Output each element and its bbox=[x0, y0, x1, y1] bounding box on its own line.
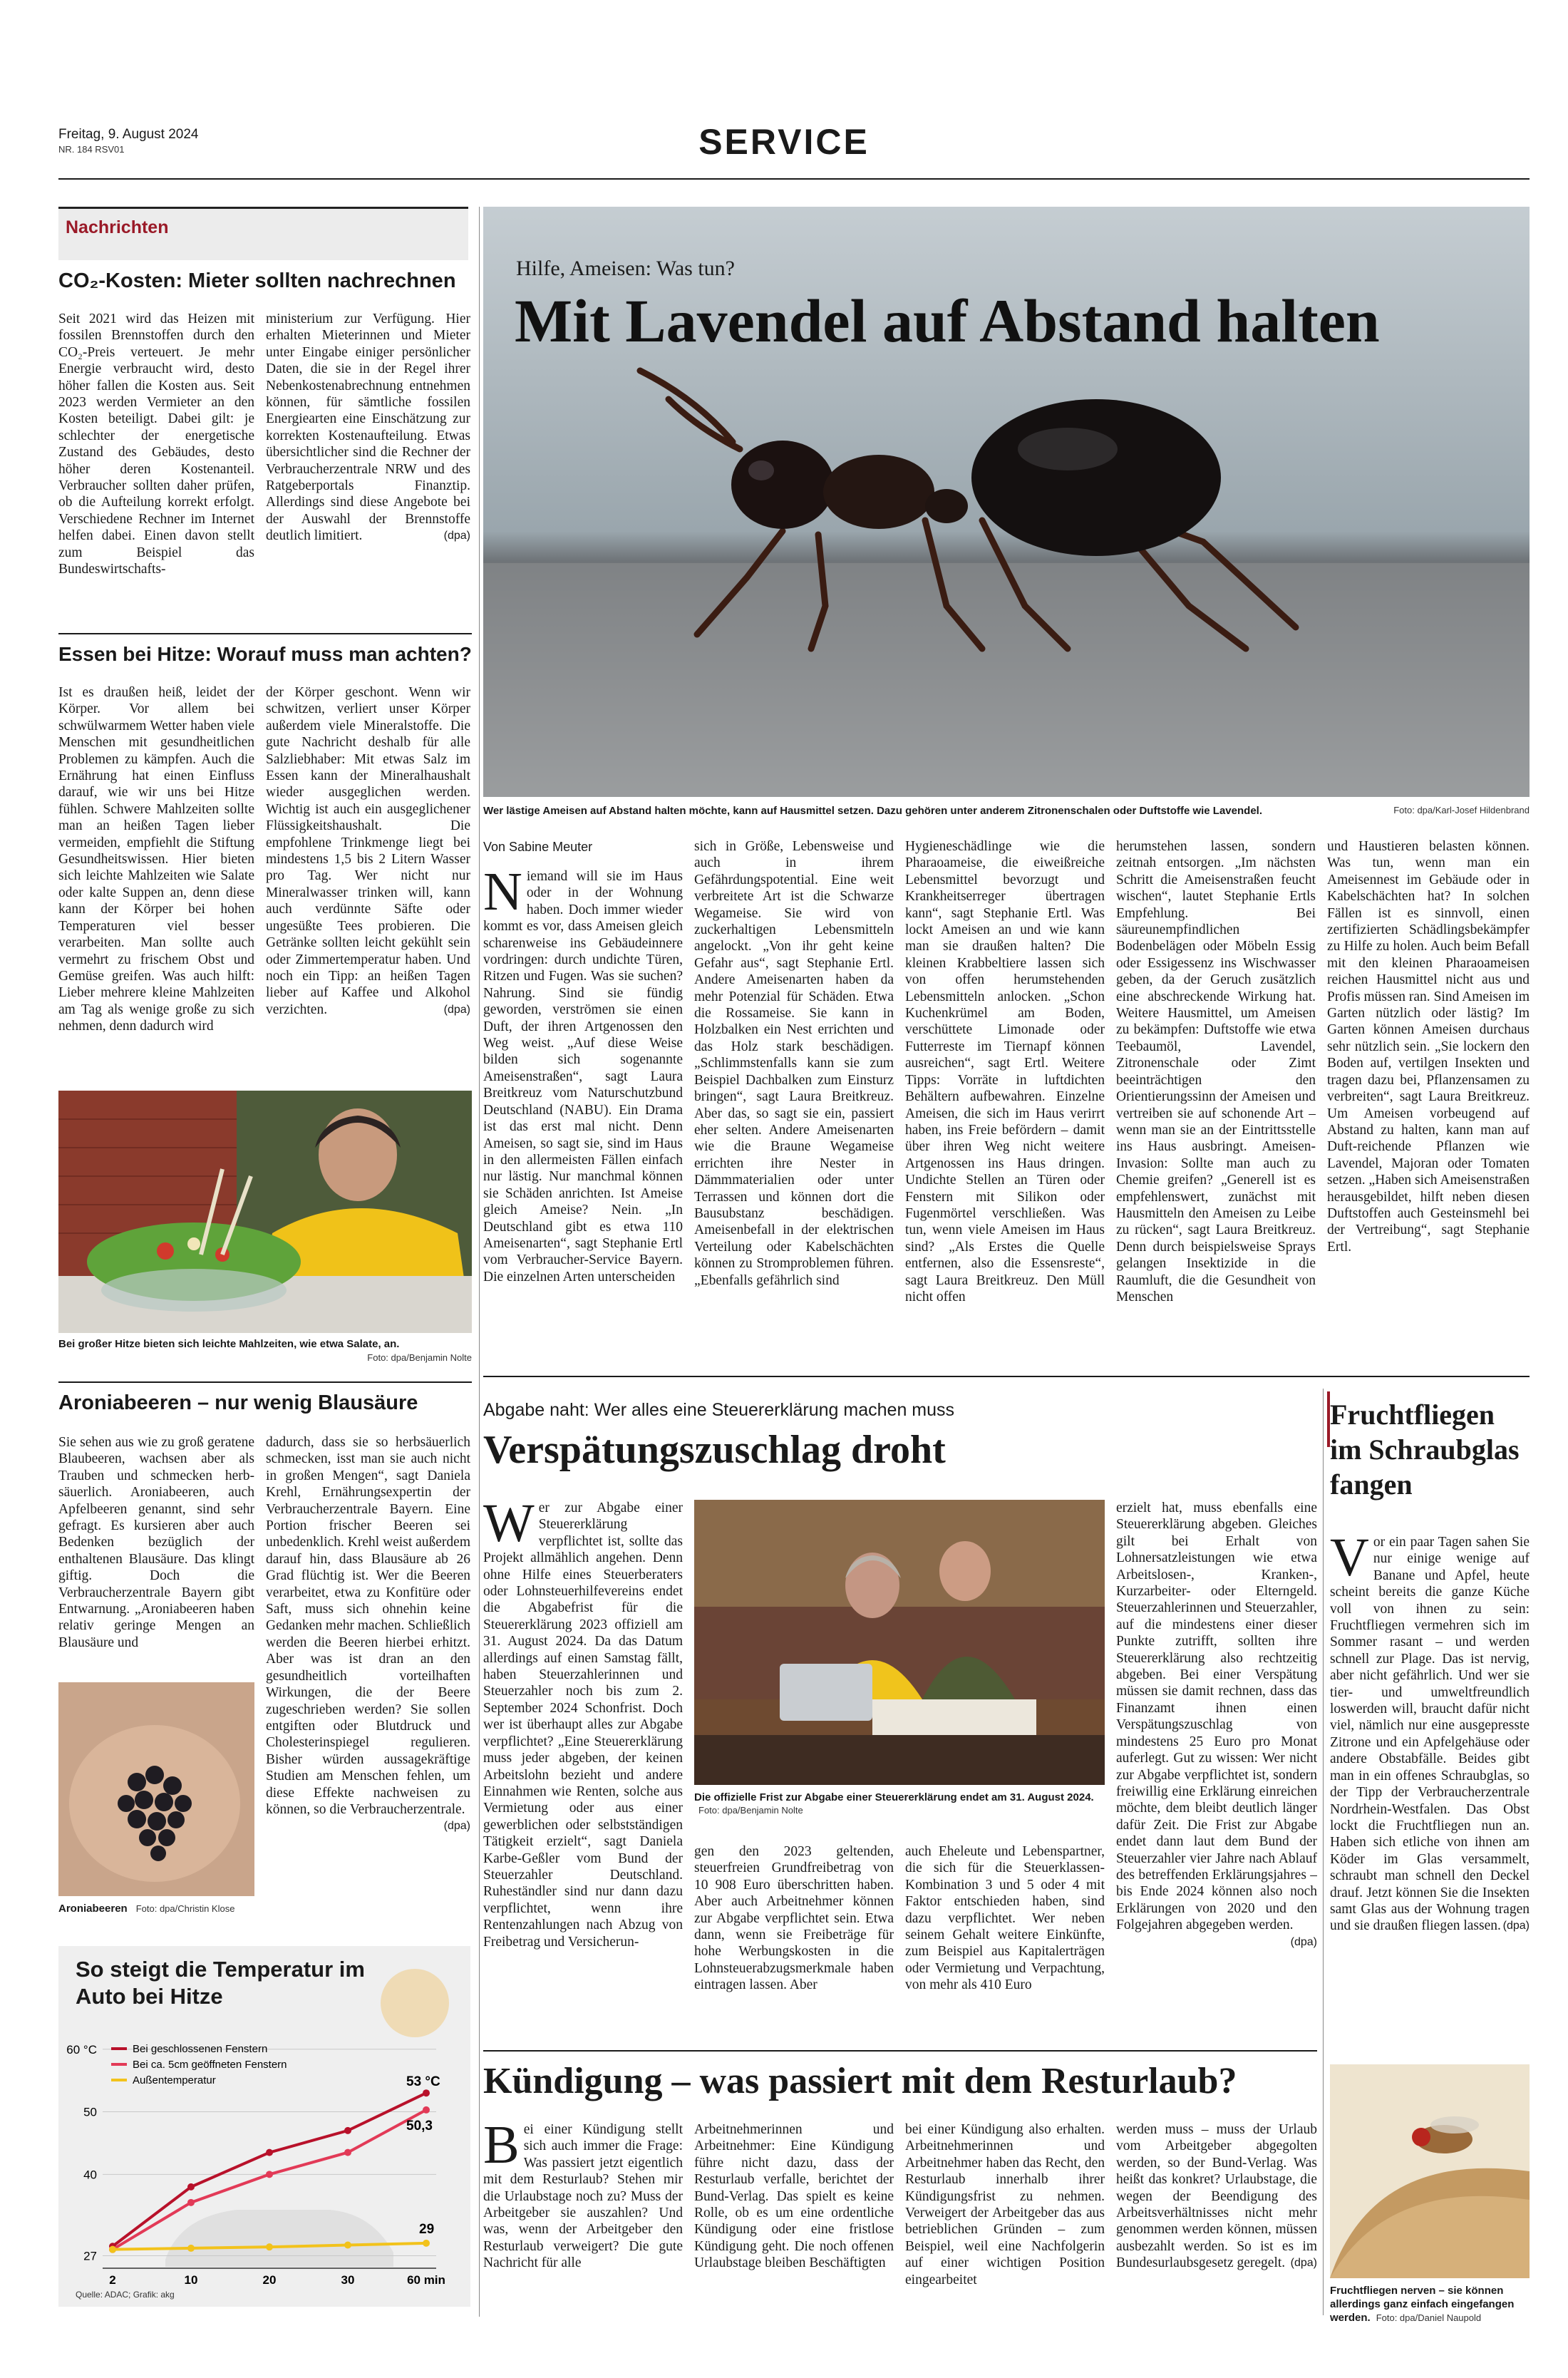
vacation-col1 bbox=[483, 2121, 683, 2307]
column-divider-left bbox=[479, 207, 480, 2317]
co2-col2-text: ministerium zur Verfügung. Hier erhalten Mieterinnen und Mieter unter Eingabe einiger persönlicher Daten, die sie in der Regel ihrer Nebenkostenabrechnung entnehmen können, für sämtliche fossilen Energiearten eine Einschätzung zur korrekten Kostenaufteilung. Etwas übersichtlicher sind die Rechner der Verbraucherzentrale NRW und des Ratgeberportals Finanztip. Allerdings sind diese Angebote bei der Auswahl der Brennstoffe deutlich limitiert. bbox=[266, 312, 470, 544]
tax-caption: Die offizielle Frist zur Abgabe einer Steuererklärung endet am 31. August 2024. bbox=[694, 1791, 1094, 1803]
aronia-col1: Sie sehen aus wie zu groß geratene Blaubeeren, wachsen aber als Trauben und schmecken herb-säuerlich. Aroniabeeren, auch Apfelbeeren genannt, sind sehr gefragt. Es kursieren aber auch Bedenken bezüglich der enthaltenen Blausäure. Das klingt giftig. Doch die Verbraucherzentrale Bayern gibt Entwarnung. „Aroniabeeren haben relativ geringe Mengen an Blausäure und bbox=[58, 1435, 254, 1650]
flies-dropcap: V bbox=[1330, 1534, 1369, 1587]
flies-caption: Fruchtfliegen nerven – sie können allerdings ganz einfach eingefangen werden. bbox=[1330, 2285, 1515, 2324]
data-point bbox=[187, 2199, 195, 2206]
tax-source: (dpa) bbox=[1290, 1935, 1317, 1948]
tax-col3: auch Eheleute und Lebenspartner, die sich für die Steuerklassen-Kombination 3 und 5 oder 4 mit Faktor entschieden haben, sind dazu verpflichtet. Wer neben seinem Gehalt weitere Einkünfte, zum Beispiel aus Kapitalerträgen oder Vermietung und Verpachtung, von mehr als 410 Euro bbox=[905, 1844, 1105, 1993]
legend-entry: Außentemperatur bbox=[133, 2074, 216, 2086]
x-tick-label: 10 bbox=[184, 2273, 198, 2287]
car-illustration bbox=[165, 2210, 393, 2267]
vacation-source: (dpa) bbox=[1290, 2257, 1317, 2270]
vacation-dropcap: B bbox=[483, 2121, 520, 2175]
legend-entry: Bei ca. 5cm geöffneten Fenstern bbox=[133, 2059, 287, 2071]
tax-image bbox=[694, 1500, 1105, 1785]
tax-dropcap: W bbox=[483, 1500, 535, 1553]
ant-photo bbox=[483, 207, 1530, 797]
flies-text bbox=[1330, 1534, 1530, 2054]
ant-col3: Hygieneschädlinge wie die Pharaoameise, die eiweißreiche Lebensmittel bevorzugt und Krankheitserreger übertragen kann“, sagt Stephanie Ertl. Was lockt Ameisen an und wie kann man sie draußen halten? Die kleinen Krabbeltiere lassen sich von offen herumstehenden Lebensmitteln anlocken. „Schon Kuchenkrümel am Boden, verschüttete Limonade oder Futterreste im Tiernapf können ausreichen“, sagt Ertl. Weitere Tipps: Vorräte in luftdichten Behältern aufbewahren. Einzelne Ameisen, die sich im Haus verirrt haben, ins Freie befördern – damit über ihren Weg nicht weitere Artgenossen ins Haus dringen. Undichte Stellen an Türen oder Fenstern mit Silikon oder Fugenmörtel verschließen. Was tun, wenn viele Ameisen im Haus sind? „Als Erstes die Quelle entfernen, also die Essensreste“, sagt Laura Breitkreuz. Den Müll nicht offen bbox=[905, 839, 1105, 1304]
tax-col4 bbox=[1116, 1500, 1317, 2042]
heat-source: (dpa) bbox=[443, 1003, 470, 1016]
ant-credit: Foto: dpa/Karl-Josef Hildenbrand bbox=[1393, 805, 1530, 815]
column-divider-right bbox=[1323, 1389, 1324, 2315]
data-point bbox=[266, 2243, 273, 2250]
vacation-col1-text: ei einer Kündigung stellt sich auch immer die Frage: Was passiert jetzt eigentlich mit dem Resturlaub? Stehen mir die Urlaubstage noch zu? Muss der Arbeitgeber sie auszahlen? Und was, wenn der Arbeitgeber den Resturlaub verweigert? Die gute Nachricht für alle bbox=[483, 2122, 683, 2271]
ant-col5: und Haustieren belasten können. Was tun, wenn man ein Ameisennest im Gebäude oder in Kabelschächten hat? In solchen Fällen ist es sinnvoll, einen zertifizierten Schädlingsbekämpfer zu Hilfe zu holen. Auch beim Befall mit den kleinen Pharaoameisen reichen Hausmittel nicht aus und Profis müssen ran. Sind Ameisen im Garten nützlich oder lästig? Im Garten können Ameisen durchaus sehr nützlich sein. „Sie lockern den Boden auf, vertilgen Insekten und tragen dazu bei, Pflanzensamen zu verbreiten“, sagt Laura Breitkreuz. Um Ameisen vorbeugend auf Abstand zu halten, kann man auf Duft-reichende Pflanzen wie Lavendel, Majoran oder Tomaten setzen. „Haben sich Ameisenstraßen herausgebildet, hilft neben diesen Duftstoffen auch Gesteinsmehl bei der Vertreibung“, sagt Stephanie Ertl. bbox=[1327, 839, 1530, 1255]
aronia-photo bbox=[58, 1682, 254, 1896]
ant-col1-text: iemand will sie im Haus oder in der Wohnung haben. Doch immer wieder kommt es vor, dass Ameisen gleich scharenweise ins Gebäudeinnere vordringen: durch undichte Türen, Ritzen und Fugen. Was sie suchen? Nahrung. Sind sie fündig geworden, verströmen sie einen Duft, der ihren Artgenossen den Weg weist. „Auf diese Weise bilden sich sogenannte Ameisenstraßen“, sagt Laura Breitkreuz vom Naturschutzbund Deutschland (NABU). Ein Drama ist das erst mal nicht. Denn Ameisen, so sagt sie, sind im Haus in den allermeisten Fällen einfach nur lästig. Nur manchmal können sie Schäden anrichten. Ist Ameise gleich Ameise? Nein. „In Deutschland gibt es etwa 110 Ameisenarten“, sagt Stephanie Ertl vom Verbraucher-Service Bayern. Die einzelnen Arten unterscheiden bbox=[483, 869, 683, 1285]
aronia-source: (dpa) bbox=[443, 1820, 470, 1833]
data-point bbox=[344, 2149, 351, 2156]
y-tick-label: 60 °C bbox=[66, 2042, 97, 2057]
value-label: 53 °C bbox=[406, 2074, 440, 2090]
ant-dropcap: N bbox=[483, 868, 522, 922]
aronia-caption-line bbox=[58, 1902, 262, 1915]
x-tick-label: 20 bbox=[262, 2273, 277, 2287]
data-point bbox=[266, 2171, 273, 2178]
header-date: Freitag, 9. August 2024 bbox=[58, 127, 199, 142]
header-rule bbox=[58, 178, 1530, 180]
flies-source: (dpa) bbox=[1502, 1920, 1530, 1932]
data-point bbox=[109, 2246, 116, 2253]
data-point bbox=[423, 2089, 430, 2096]
header-issue: NR. 184 RSV01 bbox=[58, 144, 125, 155]
value-label: 29 bbox=[419, 2221, 435, 2237]
rule-ants-tax bbox=[483, 1376, 1530, 1377]
tax-credit: Foto: dpa/Benjamin Nolte bbox=[698, 1805, 803, 1816]
data-point bbox=[344, 2242, 351, 2249]
vacation-col4-text: werden muss – muss der Urlaub vom Arbeitgeber abgegolten werden, so der Bund-Verlag. Was heißt das konkret? Urlaubstage, die wegen der Beendigung des Arbeitsverhältnisses nicht mehr genommen werden können, müssen ausbezahlt werden. So ist es im Bundesurlaubsgesetz geregelt. bbox=[1116, 2122, 1317, 2271]
tax-photo bbox=[694, 1500, 1105, 1785]
vacation-headline: Kündigung – was passiert mit dem Resturlaub? bbox=[483, 2061, 1237, 2101]
vacation-col2: Arbeitnehmerinnen und Arbeitnehmer: Eine Kündigung führe nicht dazu, dass der Resturlaub verfalle, berichtet der Bund-Verlag. Das spielt es keine Rolle, ob es um eine ordentliche Kündigung oder eine fristlose Kündigung geht. Die noch offenen Urlaubstage bleiben Beschäftigten bbox=[694, 2122, 894, 2271]
data-point bbox=[187, 2245, 195, 2252]
chart-title: So steigt die Temperatur im Auto bei Hitze bbox=[76, 1957, 365, 2009]
aronia-image bbox=[58, 1682, 254, 1896]
y-tick-label: 40 bbox=[83, 2168, 97, 2182]
flies-text-body: or ein paar Tagen sahen Sie nur einige wenige auf Banane und Apfel, heute scheint bereits die ganze Küche voll von ihnen zu sein: Fruchtfliegen vermehren sich im Sommer rasant – und werden schnell zur Plage. Das ist nervig, aber nicht gefährlich. Und wer sie tier- und umweltfreundlich loswerden will, braucht dafür nicht viel, nämlich nur eine ausgepresste Zitrone und ein Apfelgehäuse oder andere Obstabfälle. Beides gibt man in ein offenes Schraubglas, so der Tipp der Verbraucherzentrale Nordrhein-Westfalen. Das Obst lockt die Fruchtfliegen nun an. Haben sich etliche von ihnen am Köder im Glas versammelt, schraubt man schnell den Deckel drauf. Jetzt können Sie die Insekten samt Glas aus der Wohnung tragen und sie draußen fliegen lassen. bbox=[1330, 1535, 1530, 1934]
data-point bbox=[423, 2240, 430, 2247]
temperature-chart-box bbox=[58, 1946, 470, 2307]
nachrichten-label: Nachrichten bbox=[66, 217, 169, 237]
ant-col4: herumstehen lassen, sondern zeitnah entsorgen. „Im nächsten Schritt die Ameisenstraßen feucht wischen“, lautet Stephanie Ertls Empfehlung. Bei säureunempfindlichen Bodenbelägen oder Möbeln Essig oder Essigessenz ins Wischwasser geben, da der Geruch zusätzlich eine abschreckende Wirkung hat. Weitere Hausmittel, um Ameisen zu bekämpfen: Duftstoffe wie etwa Teebaumöl, Lavendel, Zitronenschale oder Zimt beeinträchtigen den Orientierungssinn der Ameisen und vertreiben sie auf schonende Art – wenn man sie an der Eintrittsstelle ins Haus ausbringt. Ameisen-Invasion: Sollte man auch zu Chemie greifen? „Generell ist es empfehlenswert, zunächst mit Hausmitteln den Ameisen zu Leibe zu rücken“, sagt Laura Breitkreuz. Denn durch beispielsweise Sprays gelangen Insektizide in die Raumluft, die die Gesundheit von Menschen bbox=[1116, 839, 1316, 1304]
data-point bbox=[187, 2183, 195, 2191]
tax-caption-line bbox=[694, 1791, 1105, 1817]
ant-kicker: Hilfe, Ameisen: Was tun? bbox=[516, 257, 735, 280]
tax-col1 bbox=[483, 1500, 683, 2038]
flies-photo bbox=[1330, 2064, 1530, 2278]
tax-kicker: Abgabe naht: Wer alles eine Steuererklärung machen muss bbox=[483, 1400, 955, 1420]
aronia-caption: Aroniabeeren bbox=[58, 1903, 128, 1915]
ant-author: Von Sabine Meuter bbox=[483, 840, 593, 854]
heat-col1: Ist es draußen heiß, leidet der Körper. Vor allem bei schwülwarmem Wetter haben viele Menschen mit gesundheitlichen Problemen zu kämpfen. Auch die Ernährung hat einen Einfluss darauf, wie wir uns bei Hitze fühlen. Schwere Mahlzeiten sollte man an heißen Tagen lieber vermeiden, empfiehlt die Stiftung Gesundheitswissen. Hier bieten sich leichte Mahlzeiten wie Salate oder kalte Suppen an, denn diese kann der Körper bei hohen Temperaturen viel besser verarbeiten. Man sollte auch vermehrt zu frischem Obst und Gemüse greifen. Was auch hilft: Lieber mehrere kleine Mahlzeiten am Tag als wenige große zu sich nehmen, denn dadurch wird bbox=[58, 685, 254, 1034]
heat-headline: Essen bei Hitze: Worauf muss man achten? bbox=[58, 643, 472, 665]
flies-credit: Foto: dpa/Daniel Naupold bbox=[1376, 2312, 1482, 2323]
co2-source: (dpa) bbox=[443, 530, 470, 542]
vacation-col3: bei einer Kündigung also erhalten. Arbeitnehmerinnen und Arbeitnehmer haben das Recht, den Resturlaub innerhalb ihrer Kündigungsfrist zu nehmen. Verweigert der Arbeitgeber das aus betrieblichen Gründen – zum Beispiel, weil eine Nachfolgerin auf einer wichtigen Position eingearbeitet bbox=[905, 2122, 1105, 2287]
ant-col2: sich in Größe, Lebensweise und auch in ihrem Gefährdungspotential. Eine weit verbreitete Art ist die Schwarze Wegameise. Sie wird von zuckerhaltigen Lebensmitteln angelockt. „Von ihr geht keine Gefahr aus“, sagt Stephanie Ertl. Andere Ameisenarten haben da mehr Potenzial für Schäden. Etwa die Rossameise. Sie kann in Holzbalken ein Nest errichten und das Holz stark beschädigen. „Schlimmstenfalls kann sie zum Beispiel Dachbalken zum Einsturz bringen“, sagt Laura Breitkreuz. Aber das, so sagt sie ein, passiert eher selten. Andere Ameisenarten wie die Braune Wegameise errichten ihre Nester in Dämmmaterialien oder unter Terrassen und können dort die Bausubstanz beschädigen. Ameisenbefall in der elektrischen Verteilung oder Kabelschächten können zu Stromproblemen führen. „Ebenfalls gefährlich sind bbox=[694, 839, 894, 1288]
aronia-col2-text: dadurch, dass sie so herbsäuerlich schmecken, isst man sie auch nicht in großen Mengen“, sagt Daniela Krehl, Ernährungsexpertin der Verbraucherzentrale Bayern. Eine Portion frischer Beeren sei unbedenklich. Krehl weist außerdem darauf hin, dass Blausäure ab 26 Grad flüchtig ist. Wer die Beeren verarbeitet, etwa zu Konfitüre oder Saft, muss sich ohnehin keine Gedanken mehr machen. Schließlich werden die Beeren hierbei erhitzt. Aber was ist dran an den gesundheitlich vorteilhaften Wirkungen, die der Beere zugeschrieben werden? Sie sollen entgiften oder Blutdruck und Cholesterinspiegel regulieren. Bisher würden aussagekräftige Studien am Menschen fehlen, um diese Effekte nachweisen zu können, so die Verbraucherzentrale. bbox=[266, 1435, 470, 1817]
nachrichten-label-bar bbox=[58, 207, 468, 260]
data-point bbox=[344, 2127, 351, 2134]
sun-illustration bbox=[381, 1969, 449, 2037]
salad-image bbox=[58, 1091, 472, 1333]
aronia-headline: Aroniabeeren – nur wenig Blausäure bbox=[58, 1391, 418, 1414]
rule-co2-heat bbox=[58, 633, 472, 634]
y-tick-label: 27 bbox=[83, 2249, 97, 2263]
co2-col1: Seit 2021 wird das Heizen mit fossilen Brennstoffen durch den CO₂-Preis verteuert. Je mehr Energie verbraucht wird, desto höher fallen die Kosten aus. Seit 2023 werden Vermieter an den Kosten beteiligt. Dabei gilt: je schlechter der energetische Zustand des Gebäudes, desto höher deren Kostenanteil. Verbraucher sollten daher prüfen, ob die Aufteilung korrekt erfolgt. Verschiedene Rechner im Internet helfen dabei. Einen davon stellt zum Beispiel das Bundeswirtschafts- bbox=[58, 312, 254, 577]
y-tick-label: 50 bbox=[83, 2105, 97, 2119]
tax-col2: gen den 2023 geltenden, steuerfreien Grundfreibetrag von 10 908 Euro überschritten haben. Aber auch Arbeitnehmer können zur Abgabe verpflichtet sein. Etwa dann, wenn sie Freibeträge für hohe Werbungskosten in die Lohnsteuerabzugsmerkmale haben eintragen lassen. Aber bbox=[694, 1844, 894, 1993]
x-tick-label: 2 bbox=[109, 2273, 116, 2287]
ant-headline: Mit Lavendel auf Abstand halten bbox=[515, 287, 1380, 355]
salad-caption: Bei großer Hitze bieten sich leichte Mahlzeiten, wie etwa Salate, an. bbox=[58, 1338, 400, 1350]
tax-headline: Verspätungszuschlag droht bbox=[483, 1428, 946, 1472]
aronia-col2 bbox=[266, 1434, 470, 1919]
legend-entry: Bei geschlossenen Fenstern bbox=[133, 2043, 268, 2055]
data-point bbox=[423, 2106, 430, 2114]
vacation-col4 bbox=[1116, 2121, 1317, 2308]
data-point bbox=[266, 2149, 273, 2156]
rule-heat-aronia bbox=[58, 1381, 472, 1383]
salad-credit: Foto: dpa/Benjamin Nolte bbox=[367, 1352, 472, 1363]
flies-headline: Fruchtfliegen im Schraubglas fangen bbox=[1330, 1399, 1520, 1501]
salad-photo bbox=[58, 1091, 472, 1333]
x-tick-label: 60 min bbox=[407, 2273, 445, 2287]
aronia-credit: Foto: dpa/Christin Klose bbox=[135, 1903, 235, 1914]
section-title: SERVICE bbox=[698, 122, 870, 162]
co2-col2 bbox=[266, 311, 470, 624]
ant-caption-line bbox=[483, 804, 1530, 818]
x-tick-label: 30 bbox=[341, 2273, 355, 2287]
heat-col2 bbox=[266, 684, 470, 1080]
chart-source: Quelle: ADAC; Grafik: akg bbox=[76, 2290, 175, 2300]
value-label: 50,3 bbox=[406, 2118, 433, 2133]
ant-col1 bbox=[483, 868, 683, 1364]
temperature-chart bbox=[58, 1946, 470, 2307]
heat-col2-text: der Körper geschont. Wenn wir schwitzen, verliert unser Körper außerdem viele Mineralstoffe. Die gute Nachricht deshalb für alle Salzliebhaber: Mit etwas Salz im Essen kann der Mineralhaushalt wieder ausgeglichen werden. Wichtig ist auch ein ausgeglichener Flüssigkeitshaushalt. Die empfohlene Trinkmenge liegt bei mindestens 1,5 bis 2 Litern Wasser pro Tag. Wer nicht nur Mineralwasser trinken will, kann auch verdünnte Säfte oder ungesüßte Tees probieren. Die Getränke sollten leicht gekühlt sein oder Zimmertemperatur haben. Und noch ein Tipp: an heißen Tagen lieber auf Kaffee und Alkohol verzichten. bbox=[266, 685, 470, 1017]
fruit-fly-image bbox=[1330, 2064, 1530, 2278]
tax-col1-text: er zur Abgabe einer Steuererklärung verpflichtet ist, sollte das Projekt allmählich angehen. Denn ohne Hilfe eines Steuerberaters oder Lohnsteuerhilfevereins endet die Abgabefrist für die Steuererklärung 2023 offiziell am 31. August 2024. Da das Datum allerdings auf einen Samstag fällt, haben Steuerzahlerinnen und Steuerzahler noch bis zum 2. September 2024 Schonfrist. Doch wer ist überhaupt alles zur Abgabe verpflichtet? „Eine Steuererklärung muss jeder abgeben, der keinen Arbeitslohn bezieht und andere Einnahmen wie Renten, solche aus Vermietung oder aus einer gewerblichen oder selbstständigen Tätigkeit erzielt“, sagt Daniela Karbe-Geßler vom Bund der Steuerzahler Deutschland. Ruheständler sind nur dann dazu verpflichtet, wenn ihre Rentenzahlungen nach Abzug von Freibetrag und Versicherun- bbox=[483, 1501, 683, 1950]
co2-headline: CO₂-Kosten: Mieter sollten nachrechnen bbox=[58, 269, 456, 292]
tax-col4-text: erzielt hat, muss ebenfalls eine Steuererklärung abgeben. Gleiches gilt bei Erhalt von Lohnersatzleistungen wie etwa Arbeitslosen-, Kranken-, Kurzarbeiter- oder Elterngeld. Steuerzahlerinnen und Steuerzahler, auf die mindestens einer dieser Punkte zutrifft, sollten ihre Steuererklärung also rechtzeitig abgeben. Bei einer Verspätung müssen sie damit rechnen, dass das Finanzamt ihnen einen Verspätungszuschlag von mindestens 25 Euro pro Monat auferlegt. Gut zu wissen: Wer nicht zur Abgabe verpflichtet ist, sondern freiwillig eine Erklärung einreichen möchte, dem bleibt deutlich länger dafür Zeit. Die Frist zur Abgabe endet dann laut dem Bund der Steuerzahler vier Jahre nach Ablauf des betreffenden Erklärungsjahres – bis Ende 2024 können also noch Erklärungen von 2020 und den Folgejahren abgegeben werden. bbox=[1116, 1501, 1317, 1933]
ant-caption: Wer lästige Ameisen auf Abstand halten möchte, kann auf Hausmittel setzen. Dazu gehören unter anderem Zitronenschalen oder Duftstoffe wie Lavendel. bbox=[483, 805, 1262, 817]
flies-caption-line bbox=[1330, 2284, 1530, 2325]
rule-tax-vacation bbox=[483, 2050, 1317, 2052]
